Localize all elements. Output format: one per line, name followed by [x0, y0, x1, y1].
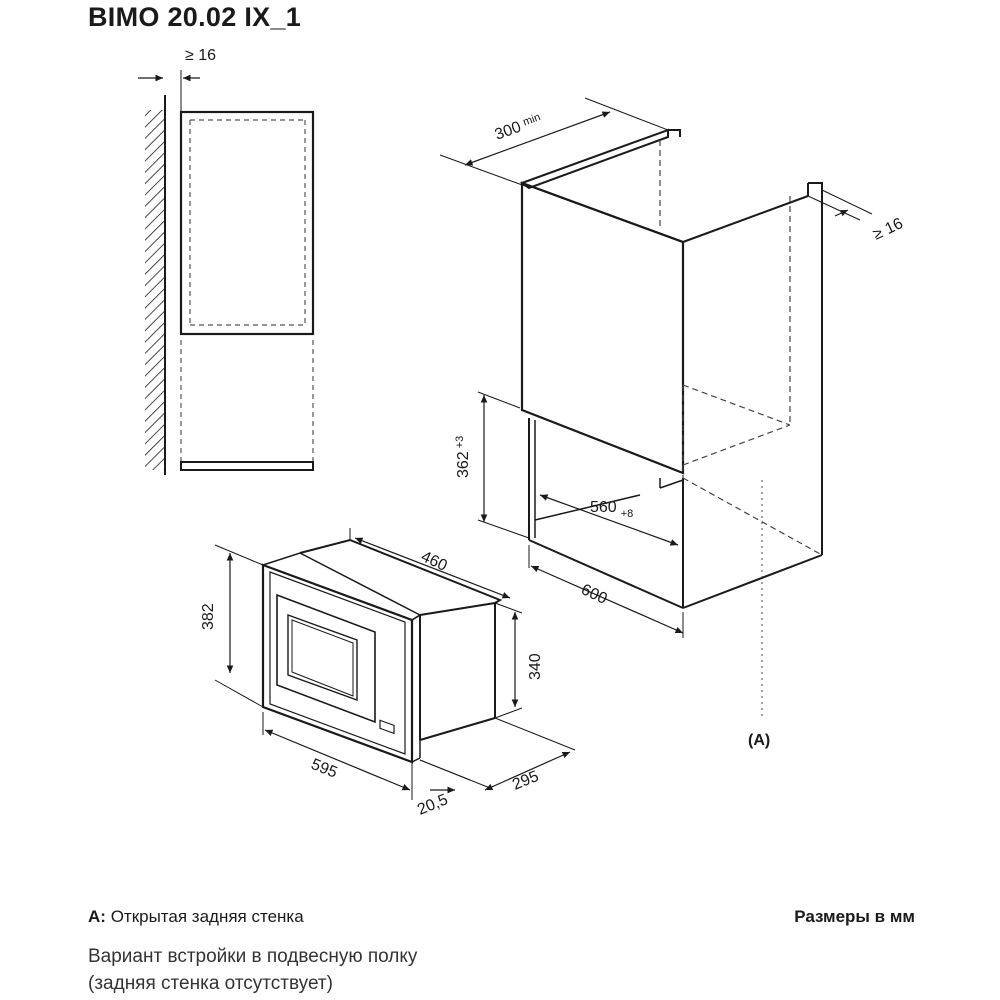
gap-side-label: ≥ 16	[185, 47, 217, 64]
mw-body-height-label: 340	[527, 653, 544, 680]
mw-front-width-label: 595	[308, 755, 340, 782]
microwave-dimensions	[215, 528, 575, 800]
cabinet-dimensions	[440, 98, 872, 638]
description-line-1: Вариант встройки в подвесную полку	[88, 946, 418, 967]
legend-a	[88, 907, 304, 927]
gap-right-label: ≥ 16	[870, 215, 906, 244]
side-view	[138, 47, 313, 475]
cabinet-isometric	[522, 130, 822, 720]
mw-body-depth-label: 295	[510, 767, 542, 794]
units-note: Размеры в мм	[794, 907, 915, 926]
description	[88, 943, 688, 997]
width-opening-label: 560 $_{+8}$	[590, 499, 634, 520]
depth-min-label: $300^{min}$	[492, 111, 543, 144]
cabinet-width-label: 600	[578, 581, 610, 608]
mw-front-height-label: 382	[200, 603, 217, 630]
upper-cabinet	[181, 112, 313, 334]
legend-a-text: Открытая задняя стенка	[110, 907, 304, 926]
mw-depth-label: 460	[418, 548, 450, 575]
wall-hatch	[145, 110, 165, 470]
description-line-2: (задняя стенка отсутствует)	[88, 973, 333, 994]
shelf	[181, 462, 313, 470]
legend-a-key: A:	[88, 907, 106, 926]
microwave-isometric	[263, 540, 500, 762]
mw-frame-label: 20,5	[415, 791, 451, 819]
height-opening-label: $362^{+3}$	[454, 435, 472, 478]
page-title: BIMO 20.02 IX_1	[88, 2, 302, 32]
label-a: (A)	[748, 732, 771, 749]
